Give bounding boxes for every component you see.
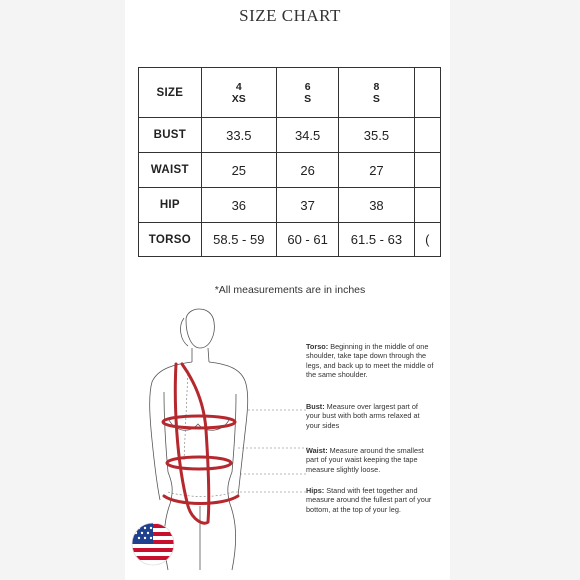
desc-label: Waist:: [306, 446, 328, 455]
cell: 33.5: [201, 118, 276, 153]
desc-text: Measure around the smallest part of your waist keeping the tape measure slightly loose.: [306, 446, 424, 474]
size-letter: S: [372, 92, 380, 105]
row-label: TORSO: [139, 223, 202, 257]
table-row: [139, 223, 441, 257]
cell: 25: [201, 153, 276, 188]
size-table: [138, 67, 441, 257]
cell: 27: [339, 153, 414, 188]
desc-label: Hips:: [306, 486, 325, 495]
header-size-label: SIZE: [139, 68, 202, 118]
cell: [414, 118, 441, 153]
size-letter: XS: [231, 92, 246, 105]
measurement-note: *All measurements are in inches: [214, 284, 366, 296]
hips-description: [306, 486, 434, 514]
row-label: HIP: [139, 188, 202, 223]
size-col-4: [201, 68, 276, 118]
size-letter: S: [304, 92, 312, 105]
size-col-6: [276, 68, 338, 118]
cell: 58.5 - 59: [201, 223, 276, 257]
table-header-row: [139, 68, 441, 118]
size-table-clip: [0, 0, 441, 260]
torso-description: [306, 342, 434, 380]
row-label: WAIST: [139, 153, 202, 188]
row-label: BUST: [139, 118, 202, 153]
cell: 61.5 - 63: [339, 223, 414, 257]
cell: 38: [339, 188, 414, 223]
cell: 36: [201, 188, 276, 223]
size-num: 6: [304, 80, 311, 93]
us-flag-icon: [131, 522, 175, 566]
size-num: 4: [235, 80, 242, 93]
waist-description: [306, 446, 434, 474]
size-num: 8: [373, 80, 380, 93]
table-row: [139, 188, 441, 223]
cell: (: [414, 223, 441, 257]
cell: [414, 153, 441, 188]
page-title: SIZE CHART: [239, 6, 341, 25]
bust-description: [306, 402, 434, 430]
cell: 37: [276, 188, 338, 223]
cell: 60 - 61: [276, 223, 338, 257]
table-row: [139, 153, 441, 188]
cell: 34.5: [276, 118, 338, 153]
desc-text: Measure over largest part of your bust with both arms relaxed at your sides: [306, 402, 420, 430]
size-col-8: [339, 68, 414, 118]
desc-text: Beginning in the middle of one shoulder, take tape down through the legs, and back up to meet the middle of the same shoulder.: [306, 342, 434, 380]
size-col-cut: [414, 68, 441, 118]
desc-text: Stand with feet together and measure around the fullest part of your bottom, at the top of your leg.: [306, 486, 432, 514]
desc-label: Torso:: [306, 342, 329, 351]
cell: 26: [276, 153, 338, 188]
cell: 35.5: [339, 118, 414, 153]
desc-label: Bust:: [306, 402, 325, 411]
table-row: [139, 118, 441, 153]
cell: [414, 188, 441, 223]
